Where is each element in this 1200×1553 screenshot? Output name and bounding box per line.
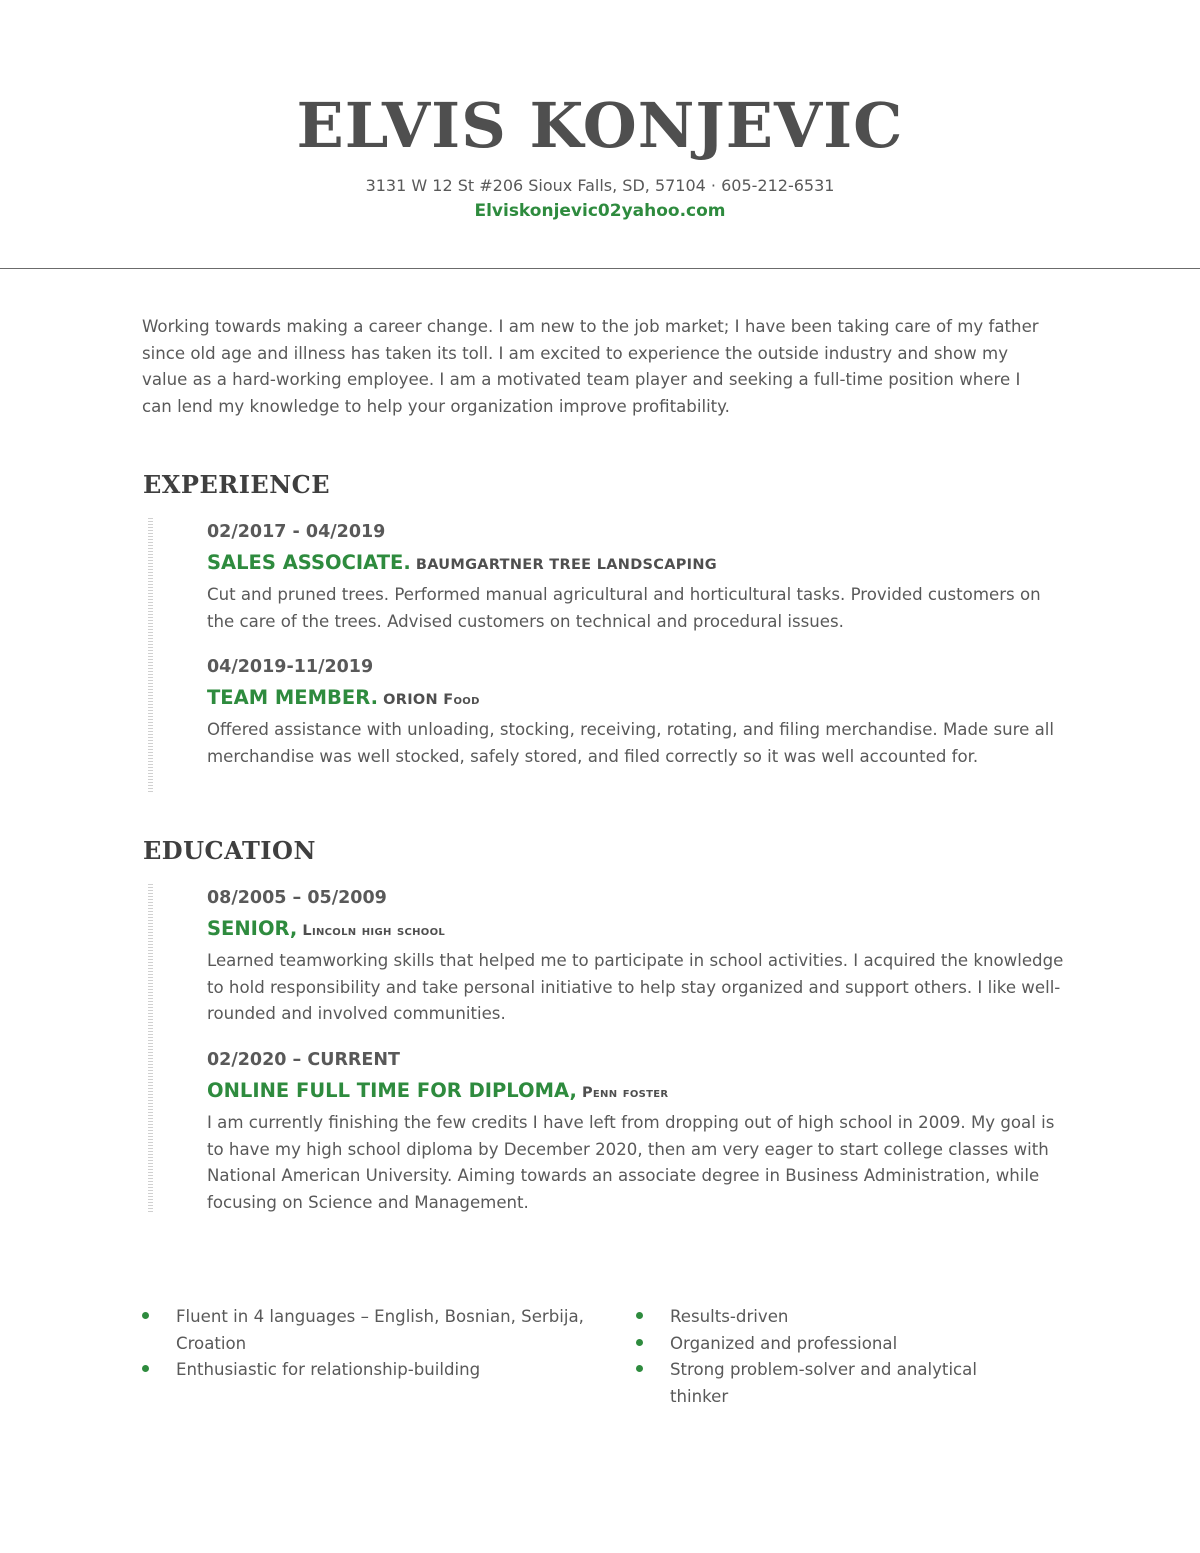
skill-text: Results-driven [670,1307,789,1326]
bullet-dot-icon [636,1312,643,1319]
entry-date: 02/2017 - 04/2019 [207,522,386,542]
experience-heading: EXPERIENCE [143,470,331,499]
header-divider [0,268,1200,269]
education-entry [207,1048,1067,1216]
skill-item [636,1357,1016,1410]
school-name: Penn foster [581,1085,669,1101]
skill-text: Organized and professional [670,1333,898,1353]
entry-role [207,685,1067,713]
skills-list-left [142,1304,612,1384]
degree-title: SENIOR, [207,917,298,940]
entry-date: 02/2020 – CURRENT [207,1050,400,1070]
bullet-dot-icon [636,1365,643,1372]
employer-name: BAUMGARTNER TREE LANDSCAPING [415,557,718,573]
bullet-dot-icon [142,1312,149,1319]
education-heading: EDUCATION [143,836,316,865]
degree-title: ONLINE FULL TIME FOR DIPLOMA, [207,1079,577,1102]
entry-description: I am currently finishing the few credits I have left from dropping out of high school in 2009. My goal is to have my high school diploma by December 2020, then am very eager to start college classes with National American University. Aiming towards an associate degree in Business Administration, while focusing on Science and Management. [207,1113,1055,1212]
experience-entry [207,655,1067,770]
contact-line: 3131 W 12 St #206 Sioux Falls, SD, 57104 · 605-212-6531 [365,176,835,195]
employer-name: ORION Food [383,692,480,708]
entry-role [207,916,1067,944]
skill-text: Strong problem-solver and analytical thinker [670,1360,977,1406]
entry-description: Cut and pruned trees. Performed manual agricultural and horticultural tasks. Provided customers on the care of the trees. Advised customers on technical and procedural issues. [207,585,1041,631]
education-entry [207,886,1067,1028]
skill-item [636,1331,1016,1358]
education-timeline-rule [148,884,153,1212]
skills-list-right [636,1304,1016,1410]
school-name: Lincoln high school [302,923,446,939]
job-title: SALES ASSOCIATE. [207,551,411,574]
entry-date: 04/2019-11/2019 [207,657,374,677]
candidate-name: ELVIS KONJEVIC [296,89,904,162]
skill-text: Enthusiastic for relationship-building [176,1360,481,1379]
skill-text: Fluent in 4 languages – English, Bosnian, Serbija, Croation [176,1307,584,1353]
entry-description: Learned teamworking skills that helped me to participate in school activities. I acquired the knowledge to hold responsibility and take personal initiative to help stay organized and support others. I like well-rounded and involved communities. [207,951,1064,1023]
entry-role [207,550,1067,578]
skill-item [636,1304,1016,1331]
entry-role [207,1078,1067,1106]
email-address: Elviskonjevic02yahoo.com [474,201,726,221]
summary-paragraph: Working towards making a career change. I am new to the job market; I have been taking care of my father since old age and illness has taken its toll. I am excited to experience the outside industry and show my value as a hard-working employee. I am a motivated team player and seeking a full-time position where I can lend my knowledge to help your organization improve profitability. [142,317,1039,416]
skill-item [142,1304,612,1357]
bullet-dot-icon [636,1339,643,1346]
entry-date: 08/2005 – 05/2009 [207,888,387,908]
skill-item [142,1357,612,1384]
job-title: TEAM MEMBER. [207,686,379,709]
experience-entry [207,520,1067,635]
entry-description: Offered assistance with unloading, stocking, receiving, rotating, and filing merchandise. Made sure all merchandise was well stocked, safely stored, and filed correctly so it was well accounted for. [207,720,1054,766]
experience-timeline-rule [148,518,153,794]
bullet-dot-icon [142,1365,149,1372]
